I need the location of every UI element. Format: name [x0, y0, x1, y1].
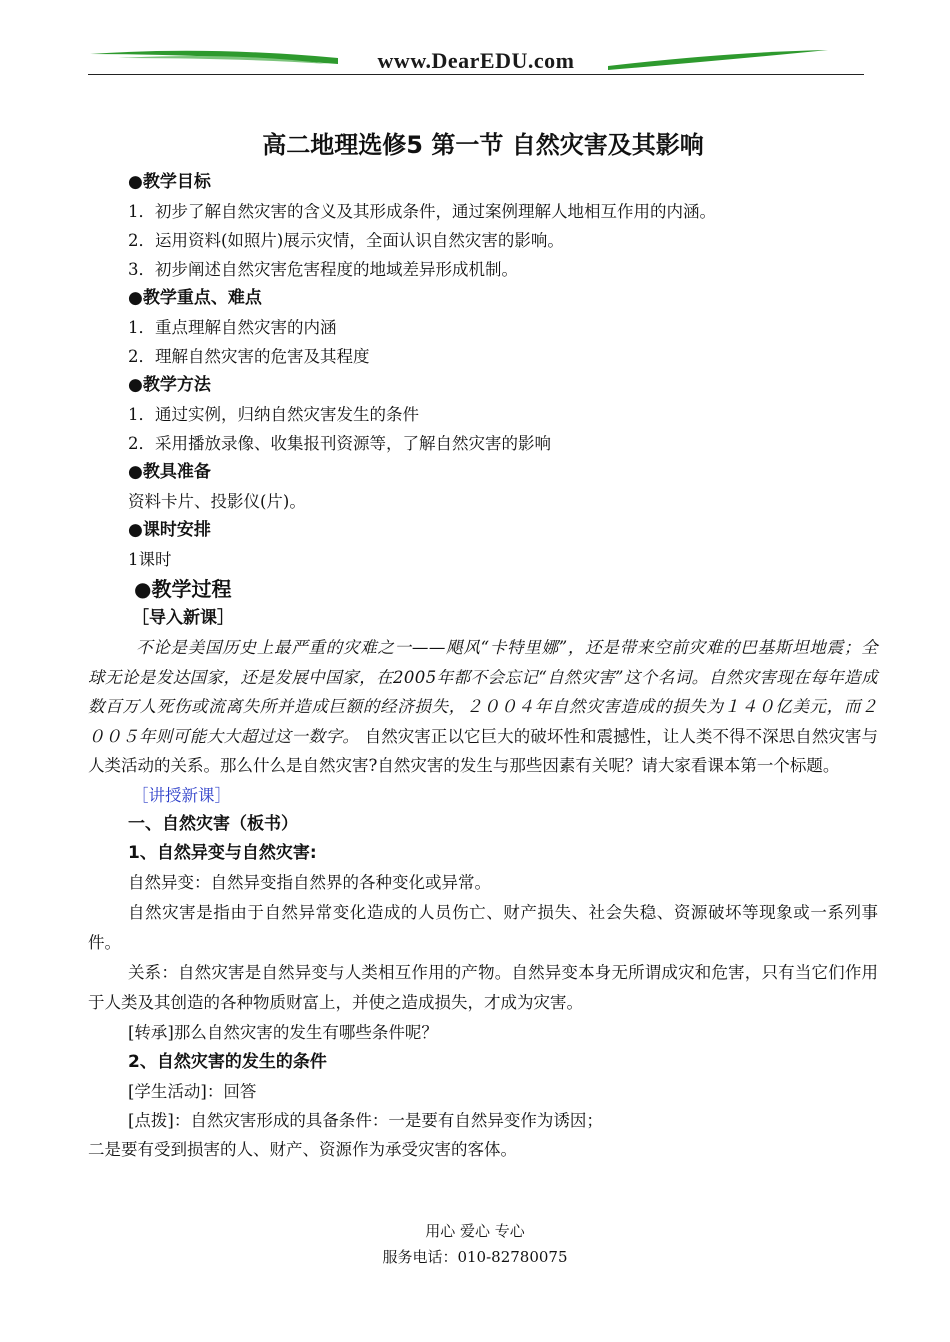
objectives-heading: ●教学目标 — [128, 172, 211, 192]
hint-text: [点拨]：自然灾害形成的具备条件：一是要有自然异变作为诱因； — [128, 1110, 603, 1130]
relation-text: 关系：自然灾害是自然异变与人类相互作用的产物。自然异变本身无所谓成灾和危害，只有当它们作用于人类及其创造的各种物质财富上，并使之造成损失，才成为灾害。 — [88, 962, 878, 1012]
footer-motto: 用心 爱心 专心 — [425, 1222, 525, 1240]
document-body — [88, 128, 878, 1164]
materials-heading: ●教具准备 — [128, 462, 211, 482]
sub2-heading: 2、自然灾害的发生的条件 — [128, 1051, 327, 1072]
intro-paragraph — [88, 633, 878, 781]
transition-text: [转承]那么自然灾害的发生有哪些条件呢？ — [128, 1022, 438, 1042]
key-point-item: 1．重点理解自然灾害的内涵 — [128, 318, 337, 337]
disaster-definition: 自然灾害是指由于自然异常变化造成的人员伤亡、财产损失、社会失稳、资源破坏等现象或一系列事件。 — [88, 902, 878, 952]
method-item: 2．采用播放录像、收集报刊资源等，了解自然灾害的影响 — [128, 434, 551, 453]
logo-text[interactable]: www.DearEDU.com — [377, 48, 575, 73]
page-footer — [0, 1218, 950, 1270]
key-points-heading: ●教学重点、难点 — [128, 288, 262, 308]
footer-phone: 服务电话：010-82780075 — [382, 1248, 568, 1266]
part1-heading: 一、自然灾害（板书） — [128, 813, 298, 834]
materials-text: 资料卡片、投影仪(片)。 — [128, 492, 306, 511]
method-item: 1．通过实例，归纳自然灾害发生的条件 — [128, 405, 419, 424]
process-heading: ●教学过程 — [134, 577, 232, 601]
variation-definition: 自然异变：自然异变指自然界的各种变化或异常。 — [128, 872, 491, 892]
intro-text: 自然灾害正以它巨大的破坏性和震撼性，让人类不得不深思自然灾害与人类活动的关系。那么什么是自然灾害?自然灾害的发生与那些因素有关呢？请大家看课本第一个标题。 — [88, 726, 879, 775]
header-logo — [88, 44, 864, 78]
methods-heading: ●教学方法 — [128, 375, 211, 395]
intro-text-kaiti: 不论是美国历史上最严重的灾难之一——飓风“卡特里娜”，还是带来空前灾难的巴基斯坦地震；全球无论是发达国家，还是发展中国家，在2005年都不会忘记“自然灾害”这个名词。自然灾害现在每年造成数百万人死伤或流离失所并造成巨额的经济损失，２００４年自然灾害造成的损失为１４０亿美元，而２００５年则可能大大超过这一数字。 — [88, 638, 878, 746]
intro-heading: ［导入新课］ — [132, 608, 234, 628]
schedule-heading: ●课时安排 — [128, 520, 211, 540]
page-title: 高二地理选修5 第一节 自然灾害及其影响 — [262, 131, 704, 159]
schedule-text: 1课时 — [128, 550, 172, 569]
objective-item: 2．运用资料(如照片)展示灾情，全面认识自然灾害的影响。 — [128, 231, 564, 250]
key-point-item: 2．理解自然灾害的危害及其程度 — [128, 347, 370, 366]
sub1-heading: 1、自然异变与自然灾害: — [128, 842, 317, 863]
second-condition: 二是要有受到损害的人、财产、资源作为承受灾害的客体。 — [88, 1139, 517, 1159]
new-lesson-label: ［讲授新课］ — [132, 785, 231, 805]
objective-item: 1．初步了解自然灾害的含义及其形成条件，通过案例理解人地相互作用的内涵。 — [128, 202, 716, 221]
objective-item: 3．初步阐述自然灾害危害程度的地域差异形成机制。 — [128, 260, 518, 279]
student-activity: [学生活动]：回答 — [128, 1081, 257, 1101]
header-divider — [88, 74, 864, 75]
